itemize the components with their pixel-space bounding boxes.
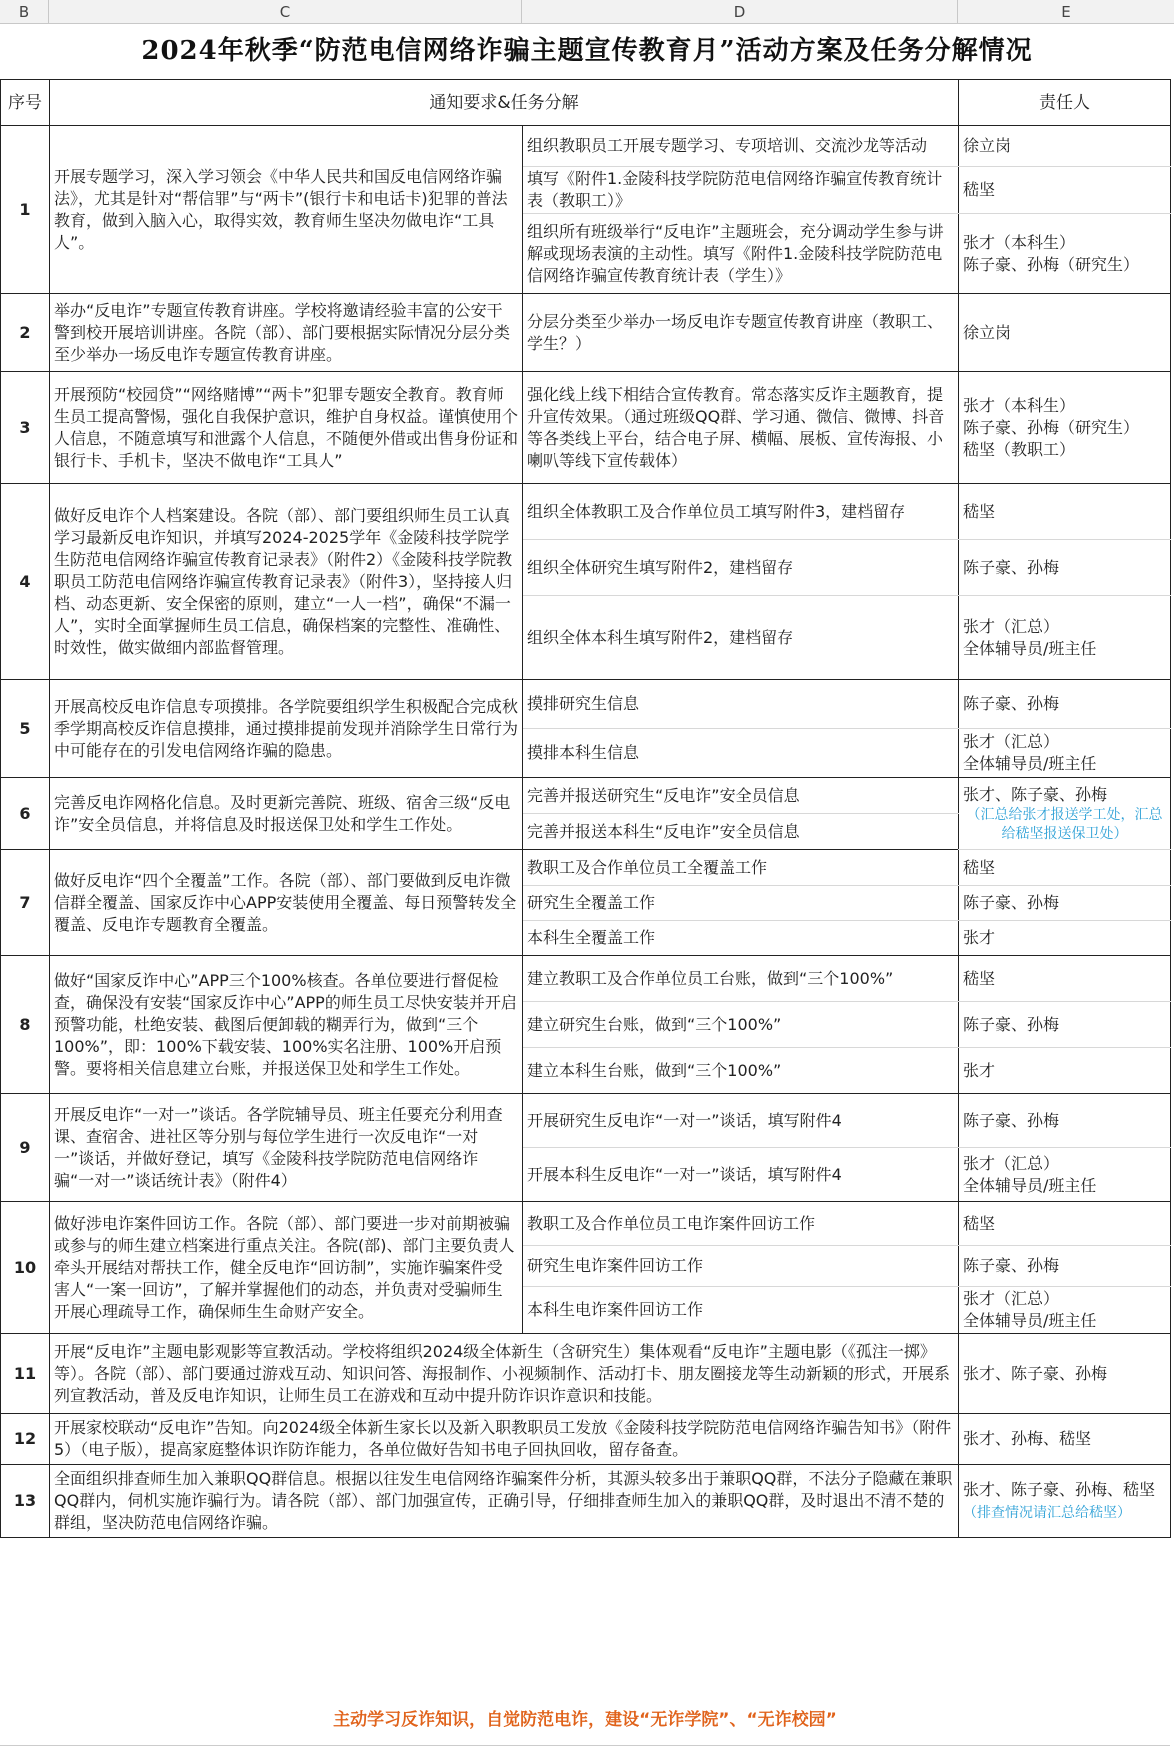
responsible-cell[interactable] xyxy=(959,214,1171,294)
responsible-text: 陈子豪、孙梅 xyxy=(963,893,1060,912)
responsible-cell[interactable] xyxy=(959,1002,1171,1048)
responsible-text: 张才（汇总） 全体辅导员/班主任 xyxy=(963,1289,1097,1330)
responsible-cell[interactable] xyxy=(959,1148,1171,1202)
row-number[interactable]: 2 xyxy=(1,294,50,372)
column-header-bar xyxy=(0,0,1174,24)
row-number[interactable]: 4 xyxy=(1,484,50,680)
responsible-cell[interactable] xyxy=(959,540,1171,596)
responsible-text: 张才、陈子豪、孙梅 xyxy=(963,784,1108,804)
task-cell[interactable]: 组织全体本科生填写附件2，建档留存 xyxy=(523,596,959,680)
table-row xyxy=(1,126,1171,167)
responsible-cell[interactable] xyxy=(959,921,1171,956)
responsible-cell[interactable] xyxy=(959,778,1171,850)
responsible-note: （汇总给张才报送学工处，汇总给嵇坚报送保卫处） xyxy=(966,806,1163,842)
requirement-cell[interactable]: 开展高校反电诈信息专项摸排。各学院要组织学生积极配合完成秋季学期高校反诈信息摸排，通过摸排提前发现并消除学生日常行为中可能存在的引发电信网络诈骗的隐患。 xyxy=(50,680,523,778)
responsible-text: 徐立岗 xyxy=(963,322,1012,342)
row-number[interactable]: 6 xyxy=(1,778,50,850)
row-number[interactable]: 8 xyxy=(1,956,50,1094)
table-row xyxy=(1,1334,1171,1414)
table-row xyxy=(1,1465,1171,1538)
responsible-text: 张才（汇总） 全体辅导员/班主任 xyxy=(963,732,1097,773)
task-table xyxy=(0,79,1171,1538)
task-cell[interactable]: 摸排研究生信息 xyxy=(523,680,959,729)
task-cell[interactable]: 教职工及合作单位员工全覆盖工作 xyxy=(523,850,959,886)
responsible-text: 嵇坚 xyxy=(963,180,996,199)
responsible-text: 嵇坚 xyxy=(963,857,996,877)
responsible-text: 陈子豪、孙梅 xyxy=(963,1014,1060,1034)
requirement-cell[interactable]: 做好反电诈“四个全覆盖”工作。各院（部）、部门要做到反电诈微信群全覆盖、国家反诈中心APP安装使用全覆盖、每日预警转发全覆盖、反电诈专题教育全覆盖。 xyxy=(50,850,523,956)
requirement-cell[interactable]: 做好“国家反诈中心”APP三个100%核查。各单位要进行督促检查，确保没有安装“国家反诈中心”APP的师生员工尽快安装并开启预警功能，杜绝安装、截图后便卸载的糊弄行为，做到“三个100%”，即：100%下载安装、100%实名注册、100%开启预警。要将相关信息建立台账，并报送保卫处和学生工作处。 xyxy=(50,956,523,1094)
responsible-cell[interactable] xyxy=(959,956,1171,1002)
responsible-cell[interactable] xyxy=(959,596,1171,680)
task-cell[interactable]: 开展研究生反电诈“一对一”谈话，填写附件4 xyxy=(523,1094,959,1148)
responsible-cell[interactable] xyxy=(959,850,1171,886)
table-body xyxy=(1,126,1171,1538)
row-number[interactable]: 9 xyxy=(1,1094,50,1202)
task-cell[interactable]: 组织所有班级举行“反电诈”主题班会，充分调动学生参与讲解或现场表演的主动性。填写《附件1.金陵科技学院防范电信网络诈骗宣传教育统计表（学生）》 xyxy=(523,214,959,294)
requirement-cell[interactable]: 完善反电诈网格化信息。及时更新完善院、班级、宿舍三级“反电诈”安全员信息，并将信息及时报送保卫处和学生工作处。 xyxy=(50,778,523,850)
requirement-cell[interactable]: 开展专题学习，深入学习领会《中华人民共和国反电信网络诈骗法》，尤其是针对“帮信罪”与“两卡”(银行卡和电话卡)犯罪的普法教育，做到入脑入心，取得实效，教育师生坚决勿做电诈“工具人”。 xyxy=(50,126,523,294)
task-cell[interactable]: 研究生全覆盖工作 xyxy=(523,886,959,921)
task-cell[interactable]: 摸排本科生信息 xyxy=(523,729,959,778)
requirement-cell[interactable]: 举办“反电诈”专题宣传教育讲座。学校将邀请经验丰富的公安干警到校开展培训讲座。各院（部）、部门要根据实际情况分层分类至少举办一场反电诈专题宣传教育讲座。 xyxy=(50,294,523,372)
header-no[interactable]: 序号 xyxy=(1,80,50,126)
requirement-cell[interactable]: 开展预防“校园贷”“网络赌博”“两卡”犯罪专题安全教育。教育师生员工提高警惕，强化自我保护意识，维护自身权益。谨慎使用个人信息，不随意填写和泄露个人信息，不随便外借或出售身份证和银行卡、手机卡，坚决不做电诈“工具人” xyxy=(50,372,523,484)
table-row xyxy=(1,294,1171,372)
responsible-text: 嵇坚 xyxy=(963,1213,996,1233)
task-cell[interactable]: 强化线上线下相结合宣传教育。常态落实反诈主题教育，提升宣传效果。（通过班级QQ群、学习通、微信、微博、抖音等各类线上平台，结合电子屏、横幅、展板、宣传海报、小喇叭等线下宣传载体） xyxy=(523,372,959,484)
table-row xyxy=(1,850,1171,886)
responsible-text: 徐立岗 xyxy=(963,136,1012,155)
requirement-cell[interactable]: 全面组织排查师生加入兼职QQ群信息。根据以往发生电信网络诈骗案件分析，其源头较多出于兼职QQ群，不法分子隐藏在兼职QQ群内，伺机实施诈骗行为。请各院（部）、部门加强宣传，正确引导，仔细排查师生加入的兼职QQ群，及时退出不清不楚的群组，坚决防范电信网络诈骗。 xyxy=(50,1465,959,1538)
responsible-cell[interactable] xyxy=(959,1414,1171,1465)
task-cell[interactable]: 建立教职工及合作单位员工台账，做到“三个100%” xyxy=(523,956,959,1002)
column-letter-e[interactable]: E xyxy=(1061,3,1071,21)
row-number[interactable]: 5 xyxy=(1,680,50,778)
row-number[interactable]: 3 xyxy=(1,372,50,484)
table-row xyxy=(1,484,1171,540)
task-cell[interactable]: 组织全体研究生填写附件2，建档留存 xyxy=(523,540,959,596)
responsible-text: 张才（本科生） 陈子豪、孙梅（研究生） xyxy=(963,232,1140,274)
requirement-cell[interactable]: 开展反电诈“一对一”谈话。各学院辅导员、班主任要充分利用查课、查宿舍、进社区等分别与每位学生进行一次反电诈“一对一”谈话，并做好登记，填写《金陵科技学院防范电信网络诈骗“一对一”谈话统计表》（附件4） xyxy=(50,1094,523,1202)
task-cell[interactable]: 本科生全覆盖工作 xyxy=(523,921,959,956)
column-letter-d[interactable]: D xyxy=(522,0,958,24)
responsible-cell[interactable] xyxy=(959,1246,1171,1287)
header-responsible[interactable]: 责任人 xyxy=(959,80,1171,126)
responsible-text: 张才（汇总） 全体辅导员/班主任 xyxy=(963,1153,1097,1195)
task-cell[interactable]: 分层分类至少举办一场反电诈专题宣传教育讲座（教职工、学生？） xyxy=(523,294,959,372)
responsible-text: 张才（本科生） 陈子豪、孙梅（研究生） 嵇坚（教职工） xyxy=(963,395,1140,459)
table-row xyxy=(1,956,1171,1002)
responsible-text: 张才 xyxy=(963,1060,996,1080)
responsible-cell[interactable] xyxy=(959,1334,1171,1414)
responsible-text: 陈子豪、孙梅 xyxy=(963,694,1060,713)
responsible-cell[interactable] xyxy=(959,126,1171,167)
requirement-cell[interactable]: 做好反电诈个人档案建设。各院（部）、部门要组织师生员工认真学习最新反电诈知识，并填写2024-2025学年《金陵科技学院学生防范电信网络诈骗宣传教育记录表》（附件2）《金陵科技学院教职员工防范电信网络诈骗宣传教育记录表》（附件3），坚持接人归档、动态更新、安全保密的原则，建立“一人一档”，确保“不漏一人”，实时全面掌握师生员工信息，确保档案的完整性、准确性、时效性，做实做细内部监督管理。 xyxy=(50,484,523,680)
slogan: 主动学习反诈知识，自觉防范电诈，建设“无诈学院”、“无诈校园” xyxy=(0,1694,1170,1746)
task-cell[interactable]: 建立研究生台账，做到“三个100%” xyxy=(523,1002,959,1048)
requirement-cell[interactable]: 开展家校联动“反电诈”告知。向2024级全体新生家长以及新入职教职员工发放《金陵科技学院防范电信网络诈骗告知书》（附件5）（电子版），提高家庭整体识诈防诈能力，各单位做好告知书电子回执回收，留存备查。 xyxy=(50,1414,959,1465)
row-number[interactable]: 10 xyxy=(1,1202,50,1334)
table-row xyxy=(1,1094,1171,1148)
responsible-cell[interactable] xyxy=(959,1094,1171,1148)
requirement-cell[interactable]: 做好涉电诈案件回访工作。各院（部）、部门要进一步对前期被骗或参与的师生建立档案进行重点关注。各院(部)、部门主要负责人牵头开展结对帮扶工作，健全反电诈“回访制”，实施诈骗案件受害人“一案一回访”，了解并掌握他们的动态，并负责对受骗师生开展心理疏导工作，确保师生生命财产安全。 xyxy=(50,1202,523,1334)
responsible-cell[interactable] xyxy=(959,484,1171,540)
responsible-cell[interactable] xyxy=(959,167,1171,214)
responsible-text: 陈子豪、孙梅 xyxy=(963,1256,1060,1275)
responsible-text: 张才、孙梅、嵇坚 xyxy=(963,1429,1092,1448)
responsible-text: 陈子豪、孙梅 xyxy=(963,557,1060,577)
sheet-title: 2024年秋季“防范电信网络诈骗主题宣传教育月”活动方案及任务分解情况 xyxy=(141,36,1033,66)
responsible-text: 张才 xyxy=(963,928,996,947)
task-cell[interactable]: 教职工及合作单位员工电诈案件回访工作 xyxy=(523,1202,959,1246)
responsible-cell[interactable] xyxy=(959,294,1171,372)
responsible-text: 张才（汇总） 全体辅导员/班主任 xyxy=(963,616,1097,658)
task-cell[interactable]: 完善并报送本科生“反电诈”安全员信息 xyxy=(523,814,959,850)
requirement-cell[interactable]: 开展“反电诈”主题电影观影等宣教活动。学校将组织2024级全体新生（含研究生）集体观看“反电诈”主题电影（《孤注一掷》等）。各院（部）、部门要通过游戏互动、知识问答、海报制作、小视频制作、活动打卡、朋友圈接龙等生动新颖的形式，开展系列宣教活动，普及反电诈知识，让师生员工在游戏和互动中提升防诈识诈意识和技能。 xyxy=(50,1334,959,1414)
table-row xyxy=(1,1202,1171,1246)
responsible-text: 陈子豪、孙梅 xyxy=(963,1110,1060,1130)
row-number[interactable]: 13 xyxy=(1,1465,50,1538)
responsible-note: （排查情况请汇总给嵇坚） xyxy=(963,1505,1132,1521)
table-row xyxy=(1,778,1171,814)
column-letter-b[interactable]: B xyxy=(0,0,49,24)
responsible-cell[interactable] xyxy=(959,1465,1171,1538)
task-cell[interactable]: 组织教职员工开展专题学习、专项培训、交流沙龙等活动 xyxy=(523,126,959,167)
table-row xyxy=(1,1414,1171,1465)
responsible-cell[interactable] xyxy=(959,1202,1171,1246)
responsible-text: 张才、陈子豪、孙梅 xyxy=(963,1363,1108,1383)
responsible-text: 嵇坚 xyxy=(963,501,996,521)
responsible-cell[interactable] xyxy=(959,886,1171,921)
responsible-text: 嵇坚 xyxy=(963,968,996,988)
table-row xyxy=(1,372,1171,484)
table-row xyxy=(1,680,1171,729)
task-cell[interactable]: 填写《附件1.金陵科技学院防范电信网络诈骗宣传教育统计表（教职工）》 xyxy=(523,167,959,214)
column-letter-c[interactable]: C xyxy=(49,0,522,24)
responsible-cell[interactable] xyxy=(959,680,1171,729)
task-cell[interactable]: 组织全体教职工及合作单位员工填写附件3，建档留存 xyxy=(523,484,959,540)
header-requirement[interactable]: 通知要求&任务分解 xyxy=(50,80,959,126)
responsible-cell[interactable] xyxy=(959,372,1171,484)
responsible-cell[interactable] xyxy=(959,1287,1171,1334)
responsible-cell[interactable] xyxy=(959,729,1171,778)
row-number[interactable]: 7 xyxy=(1,850,50,956)
row-number[interactable]: 1 xyxy=(1,126,50,294)
responsible-cell[interactable] xyxy=(959,1048,1171,1094)
row-number[interactable]: 12 xyxy=(1,1414,50,1465)
task-cell[interactable]: 开展本科生反电诈“一对一”谈话，填写附件4 xyxy=(523,1148,959,1202)
header-row xyxy=(1,80,1171,126)
task-cell[interactable]: 建立本科生台账，做到“三个100%” xyxy=(523,1048,959,1094)
task-cell[interactable]: 完善并报送研究生“反电诈”安全员信息 xyxy=(523,778,959,814)
task-cell[interactable]: 本科生电诈案件回访工作 xyxy=(523,1287,959,1334)
task-cell[interactable]: 研究生电诈案件回访工作 xyxy=(523,1246,959,1287)
responsible-text: 张才、陈子豪、孙梅、嵇坚 xyxy=(963,1480,1156,1499)
row-number[interactable]: 11 xyxy=(1,1334,50,1414)
